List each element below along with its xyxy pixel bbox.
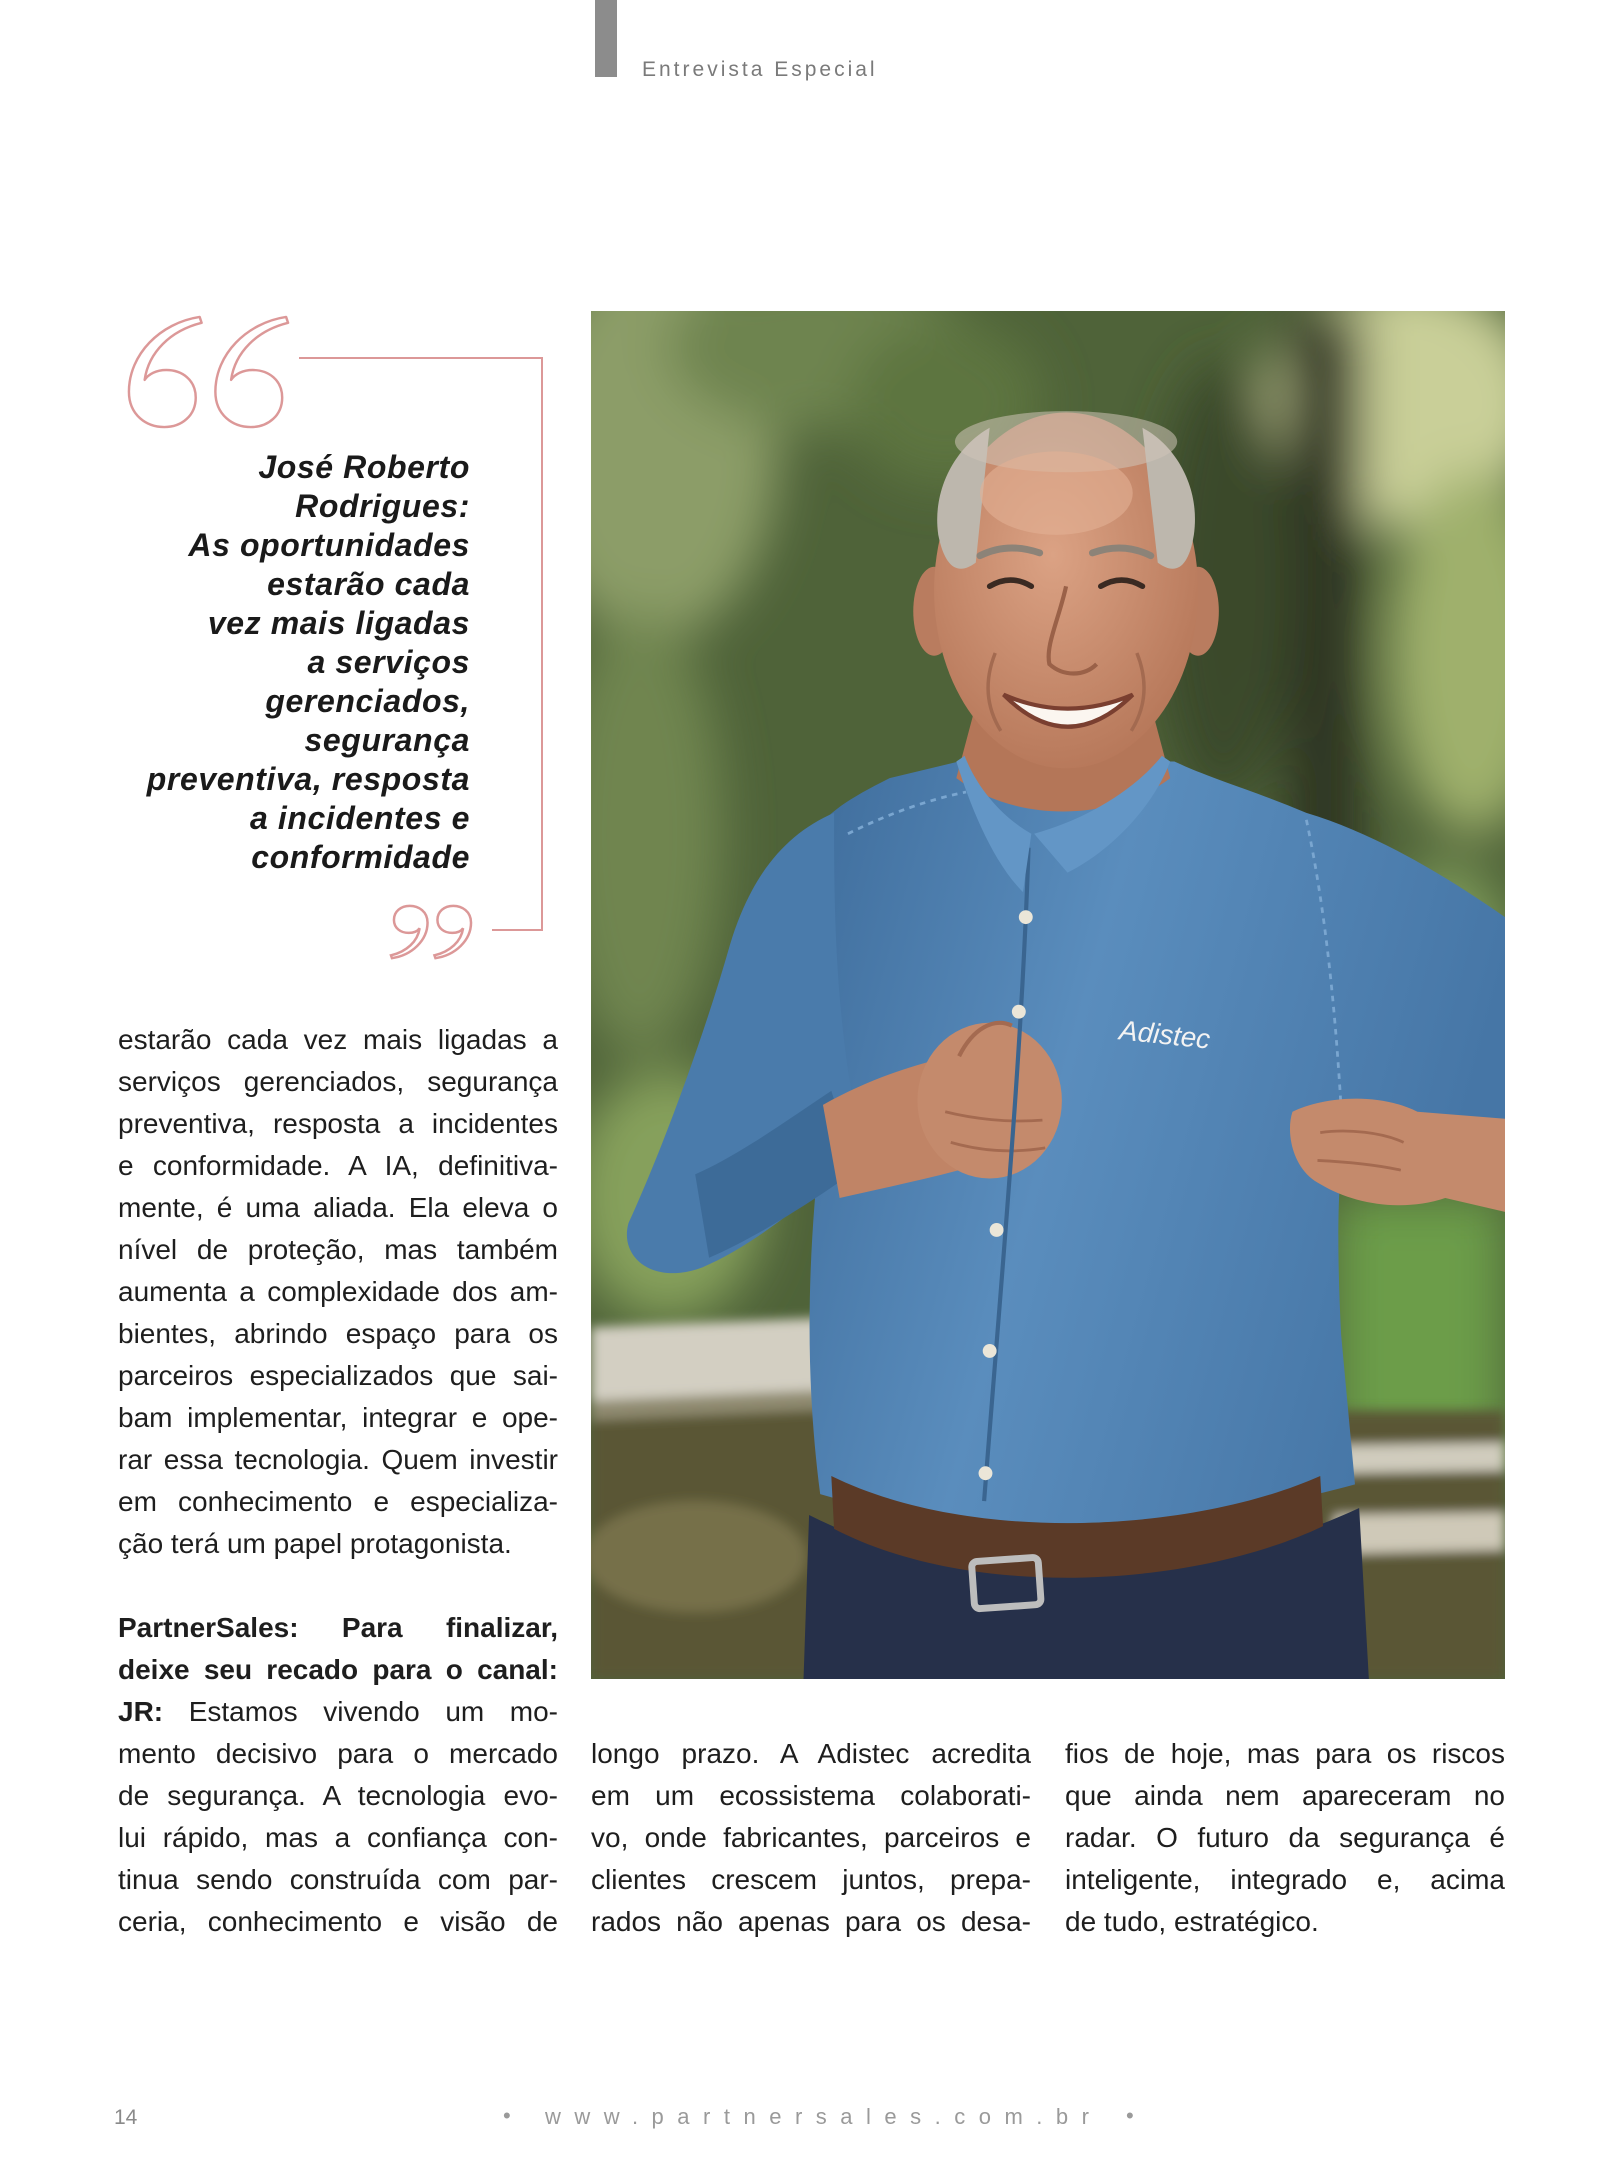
body-column-right xyxy=(1065,1733,1505,1943)
left-hand xyxy=(917,1023,1061,1179)
body-line: rar essa tecnologia. Quem investir xyxy=(118,1444,558,1475)
body-line: vo, onde fabricantes, parceiros e xyxy=(591,1822,1031,1853)
pull-quote xyxy=(110,448,470,877)
pull-quote-line: As oportunidades xyxy=(188,527,470,563)
body-line: serviços gerenciados, segurança xyxy=(118,1066,558,1097)
body-line: mento decisivo para o mercado xyxy=(118,1738,558,1769)
header-bar xyxy=(595,0,617,77)
portrait-illustration xyxy=(591,311,1505,1679)
body-line: de tudo, estratégico. xyxy=(1065,1906,1319,1937)
footer-bullet-right: • xyxy=(1126,2103,1134,2128)
quote-bracket-side xyxy=(541,357,543,931)
pull-quote-line: a serviços xyxy=(307,644,470,680)
quote-bracket-top xyxy=(299,357,543,359)
footer-bullet-left: • xyxy=(503,2103,511,2128)
body-line: tinua sendo construída com par- xyxy=(118,1864,558,1895)
pull-quote-line: preventiva, resposta xyxy=(146,761,470,797)
body-line: lui rápido, mas a confiança con- xyxy=(118,1822,558,1853)
body-line: bam implementar, integrar e ope- xyxy=(118,1402,558,1433)
body-line: ção terá um papel protagonista. xyxy=(118,1528,512,1559)
answer-label: JR: xyxy=(118,1696,164,1727)
close-quote-icon xyxy=(389,904,473,960)
body-line: mente, é uma aliada. Ela eleva o xyxy=(118,1192,558,1223)
pull-quote-line: a incidentes e xyxy=(249,800,470,836)
footer-website: www.partnersales.com.br xyxy=(545,2104,1103,2129)
pull-quote-line: Rodrigues: xyxy=(295,488,470,524)
shirt-logo: Adistec xyxy=(1117,1014,1212,1055)
body-column-middle xyxy=(591,1733,1031,1943)
body-line: clientes crescem juntos, prepa- xyxy=(591,1864,1031,1895)
pull-quote-line: gerenciados, xyxy=(265,683,470,719)
body-column-left xyxy=(118,1019,558,1943)
body-line: bientes, abrindo espaço para os xyxy=(118,1318,558,1349)
pull-quote-line: conformidade xyxy=(251,839,470,875)
body-line: em conhecimento e especializa- xyxy=(118,1486,558,1517)
body-line: fios de hoje, mas para os riscos xyxy=(1065,1738,1505,1769)
interview-question-line: PartnerSales: Para finalizar, xyxy=(118,1612,558,1643)
body-line: e conformidade. A IA, definitiva- xyxy=(118,1150,558,1181)
interview-question-line: deixe seu recado para o canal: xyxy=(118,1654,558,1685)
answer-text: Estamos vivendo um mo- xyxy=(188,1696,558,1727)
body-line: longo prazo. A Adistec acredita xyxy=(591,1738,1031,1769)
body-line: que ainda nem apareceram no xyxy=(1065,1780,1505,1811)
body-line: estarão cada vez mais ligadas a xyxy=(118,1024,558,1055)
body-line: ceria, conhecimento e visão de xyxy=(118,1906,558,1937)
body-line: parceiros especializados que sai- xyxy=(118,1360,558,1391)
body-line: preventiva, resposta a incidentes xyxy=(118,1108,558,1139)
body-line: em um ecossistema colaborati- xyxy=(591,1780,1031,1811)
open-quote-icon xyxy=(125,313,292,431)
body-line: nível de proteção, mas também xyxy=(118,1234,558,1265)
pull-quote-line: segurança xyxy=(304,722,470,758)
body-line: aumenta a complexidade dos am- xyxy=(118,1276,558,1307)
quote-bracket-bottom xyxy=(492,929,543,931)
body-line: rados não apenas para os desa- xyxy=(591,1906,1031,1937)
page-number: 14 xyxy=(114,2106,138,2129)
section-label: Entrevista Especial xyxy=(642,58,878,81)
pull-quote-line: estarão cada xyxy=(267,566,470,602)
pull-quote-line: vez mais ligadas xyxy=(207,605,470,641)
answer-first-line xyxy=(118,1691,558,1733)
body-line: radar. O futuro da segurança é xyxy=(1065,1822,1505,1853)
body-line: de segurança. A tecnologia evo- xyxy=(118,1780,558,1811)
interview-photo xyxy=(591,311,1505,1679)
body-line: inteligente, integrado e, acima xyxy=(1065,1864,1505,1895)
pull-quote-line: José Roberto xyxy=(258,449,470,485)
